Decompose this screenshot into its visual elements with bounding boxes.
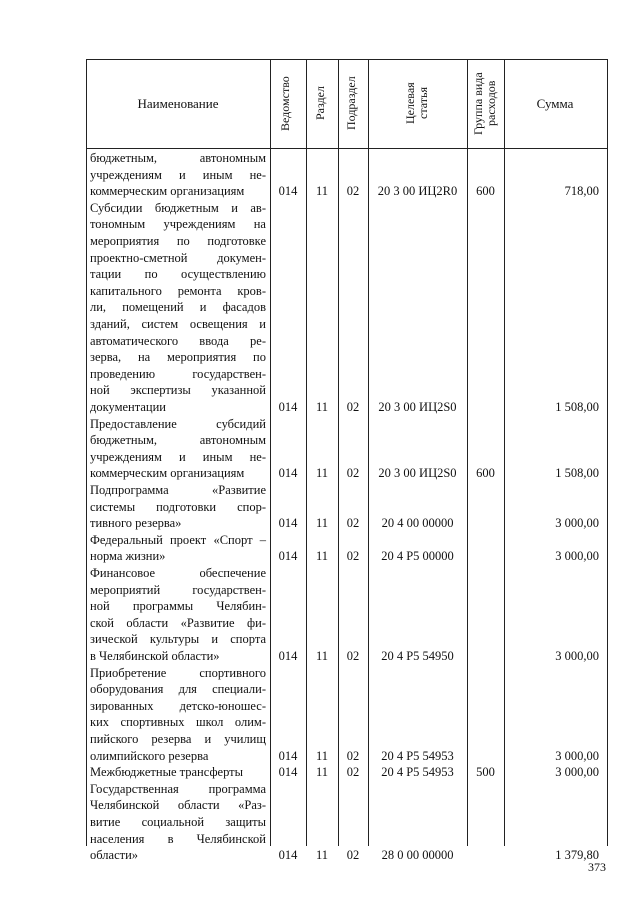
row-description [90, 764, 266, 781]
column-divider [504, 59, 505, 846]
description-line: пийского резерва и училищ [90, 731, 266, 746]
celevaya-cell: 20 4 Р5 54950 [381, 649, 454, 663]
celevaya-cell: 20 4 Р5 54953 [381, 765, 454, 780]
header-podrazdel: Подраздел [344, 76, 358, 131]
vedomstvo-cell: 014 [278, 765, 298, 780]
row-description [90, 781, 266, 864]
razdel-cell: 11 [315, 748, 329, 763]
description-line: населения в Челябинской [90, 831, 266, 846]
vedomstvo-cell: 014 [278, 748, 298, 763]
celevaya-cell: 20 3 00 ИЦ2S0 [378, 466, 457, 481]
column-divider [270, 59, 271, 846]
description-line: документации [90, 399, 166, 414]
razdel-cell: 11 [315, 848, 329, 863]
celevaya-cell: 20 4 Р5 54953 [381, 748, 454, 763]
header-summa: Сумма [536, 95, 574, 111]
description-line: мероприятий государствен- [90, 582, 266, 597]
description-line: системы подготовки спор- [90, 499, 266, 514]
gruppa-cell: 600 [476, 466, 495, 481]
summa-cell: 1 379,80 [555, 848, 599, 863]
razdel-cell: 11 [315, 466, 329, 481]
description-line: тивного резерва» [90, 516, 182, 531]
description-line: коммерческим организациям [90, 184, 245, 199]
column-divider [467, 59, 468, 846]
vedomstvo-cell: 014 [278, 516, 298, 531]
header-divider [86, 148, 607, 149]
header-gruppa: Группа вида расходов [471, 72, 498, 135]
description-line: бюджетным, автономным [90, 151, 266, 165]
podrazdel-cell: 02 [346, 466, 360, 481]
header-name: Наименование [137, 95, 219, 111]
row-description [90, 200, 266, 416]
podrazdel-cell: 02 [346, 748, 360, 763]
summa-cell: 718,00 [564, 184, 599, 199]
header-vedomstvo: Ведомство [278, 76, 292, 131]
description-line: Федеральный проект «Спорт – [90, 532, 266, 547]
podrazdel-cell: 02 [346, 549, 360, 564]
description-line: коммерческим организациям [90, 466, 245, 481]
header-razdel: Раздел [313, 86, 327, 121]
podrazdel-cell: 02 [346, 765, 360, 780]
description-line: ли, помещений и фасадов [90, 300, 266, 315]
page-number: 373 [588, 860, 606, 874]
celevaya-cell: 20 4 00 00000 [381, 516, 454, 531]
column-divider [338, 59, 339, 846]
razdel-cell: 11 [315, 649, 329, 663]
description-line: зданий, систем освещения и [90, 316, 266, 331]
row-description [90, 565, 266, 665]
description-line: Государственная программа [90, 781, 266, 796]
description-line: ной программы Челябин- [90, 599, 266, 614]
celevaya-cell: 20 3 00 ИЦ2R0 [377, 184, 458, 199]
description-line: витие социальной защиты [90, 814, 266, 829]
description-line: зированных детско-юношес- [90, 698, 266, 713]
description-line: Субсидии бюджетным и ав- [90, 200, 266, 215]
razdel-cell: 11 [315, 184, 329, 199]
description-line: бюджетным, автономным [90, 433, 266, 448]
podrazdel-cell: 02 [346, 400, 360, 414]
summa-cell: 3 000,00 [555, 765, 599, 780]
row-description [90, 482, 266, 532]
vedomstvo-cell: 014 [278, 400, 298, 414]
description-line: Приобретение спортивного [90, 665, 266, 680]
celevaya-cell: 28 0 00 00000 [381, 848, 454, 863]
description-line: проведению государствен- [90, 366, 266, 381]
summa-cell: 1 508,00 [555, 400, 599, 414]
column-divider [306, 59, 307, 846]
vedomstvo-cell: 014 [278, 184, 298, 199]
description-line: Предоставление субсидий [90, 416, 266, 431]
description-line: оборудования для специали- [90, 682, 266, 697]
description-line: ской области «Развитие фи- [90, 615, 266, 630]
podrazdel-cell: 02 [346, 184, 360, 199]
description-line: мероприятия по подготовке [90, 233, 266, 248]
description-line: в Челябинской области» [90, 648, 220, 663]
row-description [90, 665, 266, 765]
summa-cell: 3 000,00 [555, 649, 599, 663]
vedomstvo-cell: 014 [278, 649, 298, 663]
row-description [90, 532, 266, 565]
razdel-cell: 11 [315, 765, 329, 780]
gruppa-cell: 600 [476, 184, 495, 199]
description-line: ной экспертизы указанной [90, 383, 266, 398]
podrazdel-cell: 02 [346, 516, 360, 531]
description-line: области» [90, 848, 139, 863]
description-line: автоматического ввода ре- [90, 333, 266, 348]
description-line: норма жизни» [90, 549, 166, 564]
gruppa-cell: 500 [476, 765, 495, 780]
description-line: зической культуры и спорта [90, 632, 266, 647]
description-line: учреждениям и иным не- [90, 449, 266, 464]
celevaya-cell: 20 3 00 ИЦ2S0 [378, 400, 457, 414]
summa-cell: 3 000,00 [555, 516, 599, 531]
razdel-cell: 11 [315, 549, 329, 564]
description-line: капитального ремонта кров- [90, 283, 266, 298]
summa-cell: 1 508,00 [555, 466, 599, 481]
description-line: Финансовое обеспечение [90, 566, 266, 580]
description-line: Подпрограмма «Развитие [90, 483, 266, 497]
vedomstvo-cell: 014 [278, 549, 298, 564]
row-description [90, 416, 266, 482]
podrazdel-cell: 02 [346, 848, 360, 863]
summa-cell: 3 000,00 [555, 748, 599, 763]
description-line: учреждениям и иным не- [90, 167, 266, 182]
description-line: тономным учреждениям на [90, 217, 266, 232]
description-line: тации по осуществлению [90, 267, 266, 282]
description-line: зерва, на мероприятия по [90, 350, 266, 365]
description-line: ких спортивных школ олим- [90, 715, 266, 730]
vedomstvo-cell: 014 [278, 466, 298, 481]
description-line: Межбюджетные трансферты [90, 765, 244, 780]
razdel-cell: 11 [315, 516, 329, 531]
celevaya-cell: 20 4 Р5 00000 [381, 549, 454, 564]
row-description [90, 150, 266, 200]
razdel-cell: 11 [315, 400, 329, 414]
description-line: проектно-сметной докумен- [90, 250, 266, 265]
description-line: Челябинской области «Раз- [90, 798, 266, 813]
description-line: олимпийского резерва [90, 748, 209, 763]
vedomstvo-cell: 014 [278, 848, 298, 863]
summa-cell: 3 000,00 [555, 549, 599, 564]
column-divider [368, 59, 369, 846]
header-celevaya: Целевая статья [403, 82, 430, 125]
podrazdel-cell: 02 [346, 649, 360, 663]
